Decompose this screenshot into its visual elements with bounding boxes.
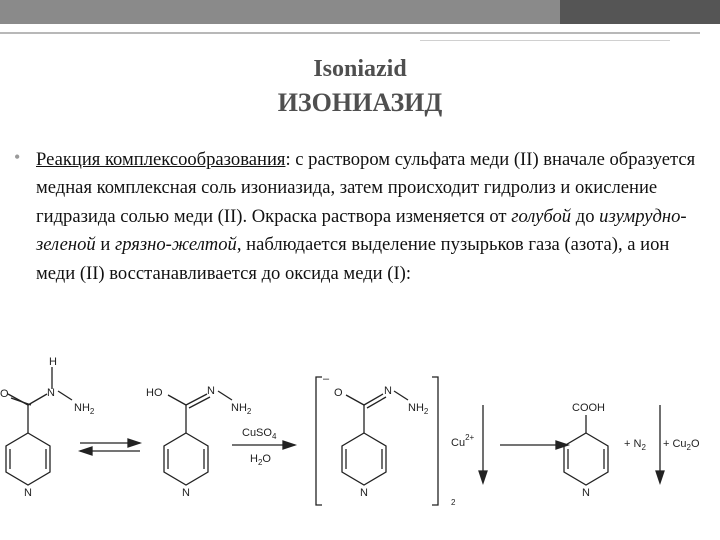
decor-line-secondary	[420, 40, 670, 41]
bullet-marker: •	[14, 147, 21, 167]
label-nh2: $NH_2$	[74, 402, 95, 416]
text-part-4: , наблюдается выделение пузырьков газа (азота), а ион меди (II) восстанавливается до оксида меди (I):	[36, 234, 670, 284]
equilibrium-arrows	[80, 439, 140, 455]
reaction-paragraph	[36, 146, 710, 288]
label-n: N	[47, 387, 55, 399]
copper-ion: $Cu^{2+}$	[451, 433, 475, 449]
text-part-2: до	[571, 205, 600, 227]
term-colon: :	[285, 149, 296, 170]
label-ring-n: N	[24, 487, 32, 499]
molecule-isonicotinic-acid	[564, 415, 608, 485]
label-nh2: $NH_2$	[231, 402, 252, 416]
color-emerald-green: изумрудно-зеленой	[36, 205, 687, 256]
label-ring-n: N	[582, 487, 590, 499]
label-cooh: COOH	[572, 402, 605, 414]
reagent-water: $H_2O$	[250, 453, 271, 467]
label-n: N	[384, 385, 392, 397]
slide-title-english: Isoniazid	[313, 56, 407, 82]
color-dirty-yellow: грязно-желтой	[114, 234, 237, 256]
slide-title-russian: ИЗОНИАЗИД	[277, 88, 443, 117]
text-part-3: и	[95, 234, 115, 256]
reaction-scheme	[0, 345, 720, 520]
product-copper-oxide: + $Cu_2O$	[663, 438, 700, 452]
molecule-enol-form	[164, 391, 232, 485]
label-nh2: $NH_2$	[408, 402, 429, 416]
top-decor-bar-accent	[560, 0, 720, 24]
reaction-term: Реакция комплексообразования	[36, 149, 286, 170]
label-o: O	[0, 388, 9, 400]
label-ring-n: N	[360, 487, 368, 499]
label-o: O	[334, 387, 343, 399]
text-part-1: с раствором сульфата меди (II) вначале образуется медная комплексная соль изониазида, затем происходит гидролиз и окисление гидразида солью меди (II). Окраска раствора изменяется от	[36, 149, 696, 227]
label-ring-n: N	[182, 487, 190, 499]
charge-minus: –	[323, 373, 330, 385]
reagent-cuso4: CuSO$_4$	[242, 427, 277, 441]
decor-line	[0, 32, 700, 34]
label-ho: HO	[146, 387, 163, 399]
molecule-copper-complex-ligand	[342, 391, 408, 485]
color-blue: голубой	[511, 205, 572, 227]
label-h: H	[49, 356, 57, 368]
label-n: N	[207, 385, 215, 397]
molecule-isoniazid	[6, 367, 72, 485]
product-nitrogen: + $N_2$	[624, 438, 646, 452]
bracket-subscript: 2	[451, 498, 456, 507]
